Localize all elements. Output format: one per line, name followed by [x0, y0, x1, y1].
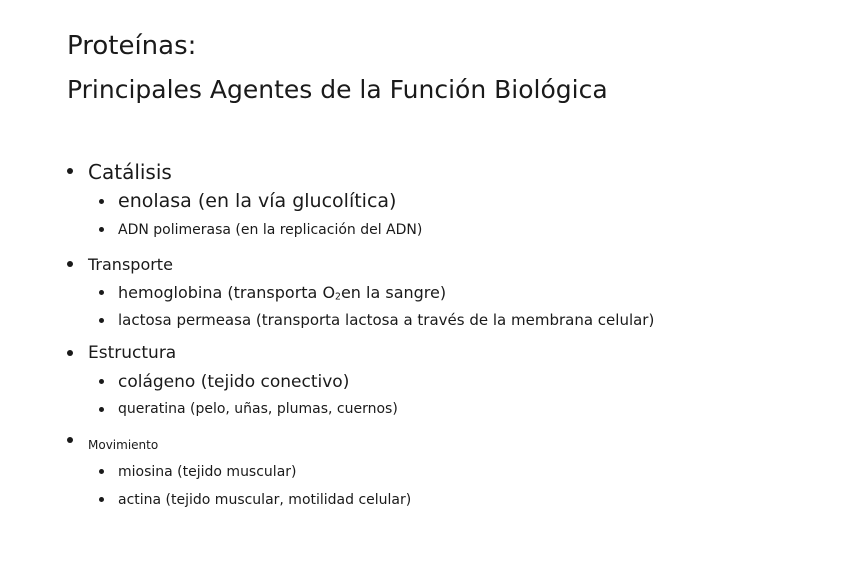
- section-label-estructura: Estructura: [88, 343, 177, 363]
- bullet-dot-icon: [99, 497, 104, 502]
- bullet-dot-icon: [99, 469, 104, 474]
- bullet-dot-icon: [99, 227, 104, 232]
- bullet-dot-icon: [67, 350, 73, 356]
- bullet-dot-icon: [67, 261, 73, 267]
- section-label-catalisis: Catálisis: [88, 160, 172, 184]
- list-item: colágeno (tejido conectivo): [118, 372, 350, 392]
- list-item: ADN polimerasa (en la replicación del ADN): [118, 222, 423, 238]
- list-item: enolasa (en la vía glucolítica): [118, 190, 397, 212]
- bullet-dot-icon: [67, 168, 73, 174]
- list-item: [118, 282, 446, 303]
- list-item: miosina (tejido muscular): [118, 464, 297, 480]
- list-item: lactosa permeasa (transporta lactosa a través de la membrana celular): [118, 311, 655, 329]
- section-label-transporte: Transporte: [88, 255, 173, 274]
- bullet-dot-icon: [99, 290, 104, 295]
- bullet-dot-icon: [67, 437, 73, 443]
- slide-title-line-2: Principales Agentes de la Función Biológica: [67, 75, 608, 104]
- bullet-dot-icon: [99, 199, 104, 204]
- oxygen-subscript: 2: [335, 291, 341, 303]
- bullet-dot-icon: [99, 407, 104, 412]
- bullet-dot-icon: [99, 379, 104, 384]
- slide-title-line-1: Proteínas:: [67, 31, 197, 61]
- list-item-text-after: en la sangre): [340, 283, 447, 302]
- bullet-dot-icon: [99, 318, 104, 323]
- section-label-movimiento: Movimiento: [88, 438, 159, 452]
- list-item: queratina (pelo, uñas, plumas, cuernos): [118, 401, 398, 417]
- list-item-text-before: hemoglobina (transporta O: [118, 283, 336, 302]
- list-item: actina (tejido muscular, motilidad celular): [118, 492, 412, 508]
